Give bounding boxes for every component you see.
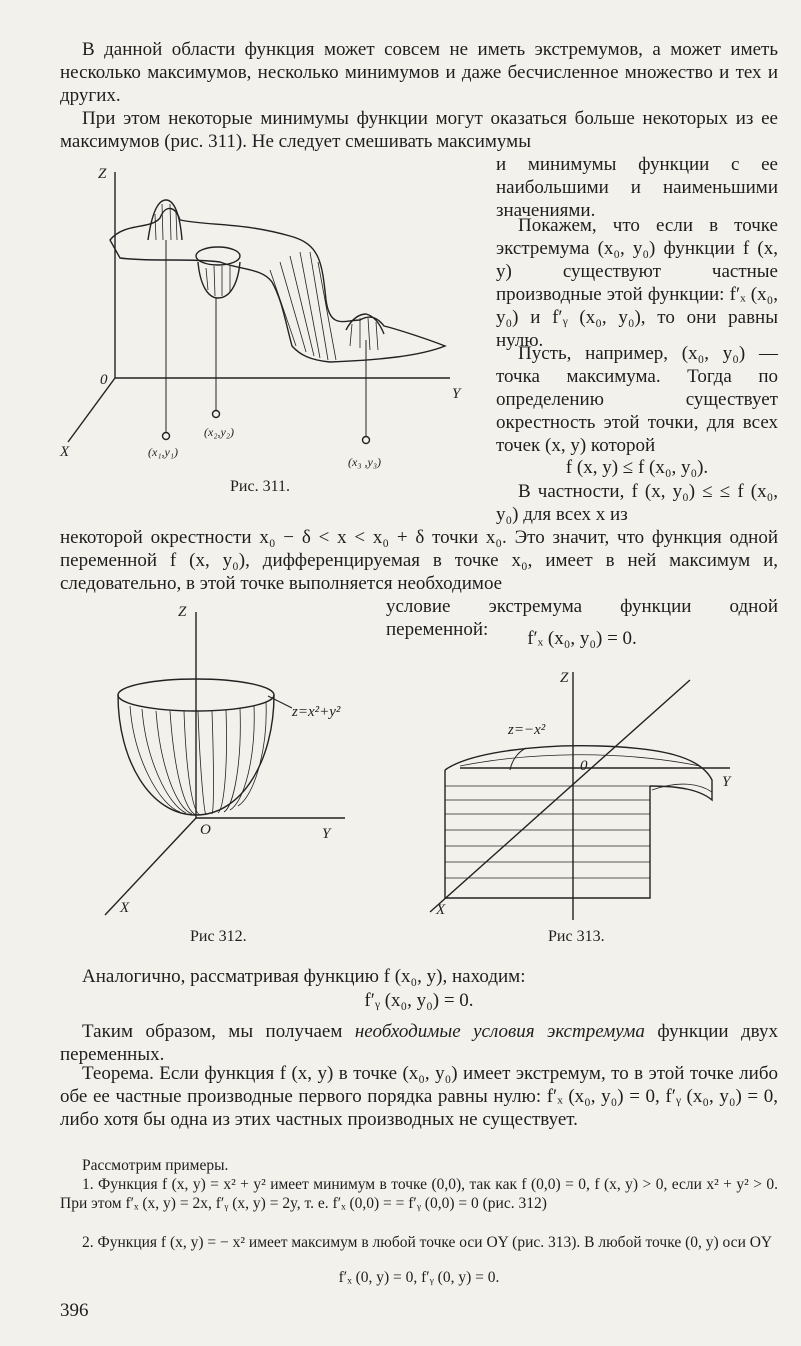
fig313-hatching: [445, 755, 712, 878]
paragraph-neighbourhood: некоторой окрестности x₀ − δ < x < x₀ + δ точки x₀. Это значит, что функция одной переменной f (x, y₀), дифференцируемая в точке x₀, имеет в ней максимум и, следовательно, в этой точке выполняется необходимое: [60, 527, 778, 594]
paragraph-particular: В частности, f (x, y₀) ≤ ≤ f (x₀, y₀) для всех x из: [496, 481, 778, 525]
fig312-equation: z=x²+y²: [292, 704, 341, 720]
paragraph-show: Покажем, что если в точке экстремума (x₀, y₀) функции f (x, y) существуют частные производные этой функции: f′ₓ (x₀, y₀) и f′ᵧ (x₀, y₀), то они равны нулю.: [496, 215, 778, 351]
fig313-leader: [510, 748, 526, 770]
fig311-z-label: Z: [98, 166, 107, 182]
fig311-x-label: X: [60, 444, 70, 460]
fig313-x-axis: [430, 680, 690, 912]
page-number: 396: [60, 1300, 89, 1321]
fig313-z-label: Z: [560, 670, 569, 686]
equation-3: f′ᵧ (x₀, y₀) = 0.: [364, 990, 474, 1011]
paragraph-minmax: При этом некоторые минимумы функции могут оказаться больше некоторых из ее максимумов (рис. 311). Не следует смешивать максимумы: [60, 108, 778, 152]
fig312-z-label: Z: [178, 604, 187, 620]
fig311-point-2-label: (x₂,y₂): [204, 425, 234, 439]
fig311-point-1-label: (x₁,y₁): [148, 445, 178, 459]
example-2: 2. Функция f (x, y) = − x² имеет максимум в любой точке оси OY (рис. 313). В любой точке (0, y) оси OY: [82, 1234, 773, 1251]
fig313-sheet: [445, 770, 650, 898]
paragraph-analog: Аналогично, рассматривая функцию f (x₀, y), находим:: [82, 966, 526, 987]
fig313-origin-label: 0: [580, 758, 588, 774]
emphasis-necessary-conditions: необходимые условия экстремума: [354, 1021, 645, 1042]
paragraph-condition: условие экстремума функции одной переменной:: [386, 596, 778, 640]
fig313-caption: Рис 313.: [548, 928, 605, 945]
fig313-crest: [445, 746, 712, 800]
equation-4: f′ₓ (0, y) = 0, f′ᵧ (0, y) = 0.: [338, 1269, 500, 1286]
fig313-x-label: X: [436, 902, 446, 918]
fig312-origin-label: O: [200, 822, 211, 838]
equation-1: f (x, y) ≤ f (x₀, y₀).: [565, 457, 709, 478]
text-span: Таким образом, мы получаем: [82, 1021, 355, 1042]
fig313-y-label: Y: [722, 774, 731, 790]
paragraph-intro: В данной области функция может совсем не иметь экстремумов, а может иметь несколько максимумов, несколько минимумов и даже бесчисленное множество и тех и других.: [60, 39, 778, 106]
equation-2: f′ₓ (x₀, y₀) = 0.: [527, 628, 637, 649]
fig311-point-3-label: (x₃ ,y₃): [348, 455, 381, 469]
fig311-origin-label: 0: [100, 372, 108, 388]
example-1: 1. Функция f (x, y) = x² + y² имеет минимум в точке (0,0), так как f (0,0) = 0, f (x, y) > 0, если x² + y² > 0. При этом f′ₓ (x, y) = 2x, f′ᵧ (x, y) = 2y, т. е. f′ₓ (0,0) = = f′ᵧ (0,0) = 0 (рис. 312): [60, 1176, 778, 1212]
fig313-equation: z=−x²: [508, 722, 546, 738]
fig312-x-label: X: [120, 900, 130, 916]
paragraph-minmax-cont: и минимумы функции с ее наибольшими и наименьшими значениями.: [496, 154, 778, 221]
fig311-y-label: Y: [452, 386, 461, 402]
fig312-y-label: Y: [322, 826, 331, 842]
theorem: Теорема. Если функция f (x, y) в точке (x₀, y₀) имеет экстремум, то в этой точке либо обе ее частные производные первого порядка равны нулю: f′ₓ (x₀, y₀) = 0, f′ᵧ (x₀, y₀) = 0, либо хотя бы одна из этих частных производных не существует.: [60, 1063, 778, 1130]
paragraph-suppose: Пусть, например, (x₀, y₀) — точка максимума. Тогда по определению существует окрестность этой точки, для всех точек (x, y) которой: [496, 343, 778, 456]
examples-heading: Рассмотрим примеры.: [82, 1157, 229, 1174]
text-span: функции двух переменных.: [60, 1021, 778, 1065]
fig312-caption: Рис 312.: [190, 928, 247, 945]
fig311-caption: Рис. 311.: [230, 478, 290, 495]
